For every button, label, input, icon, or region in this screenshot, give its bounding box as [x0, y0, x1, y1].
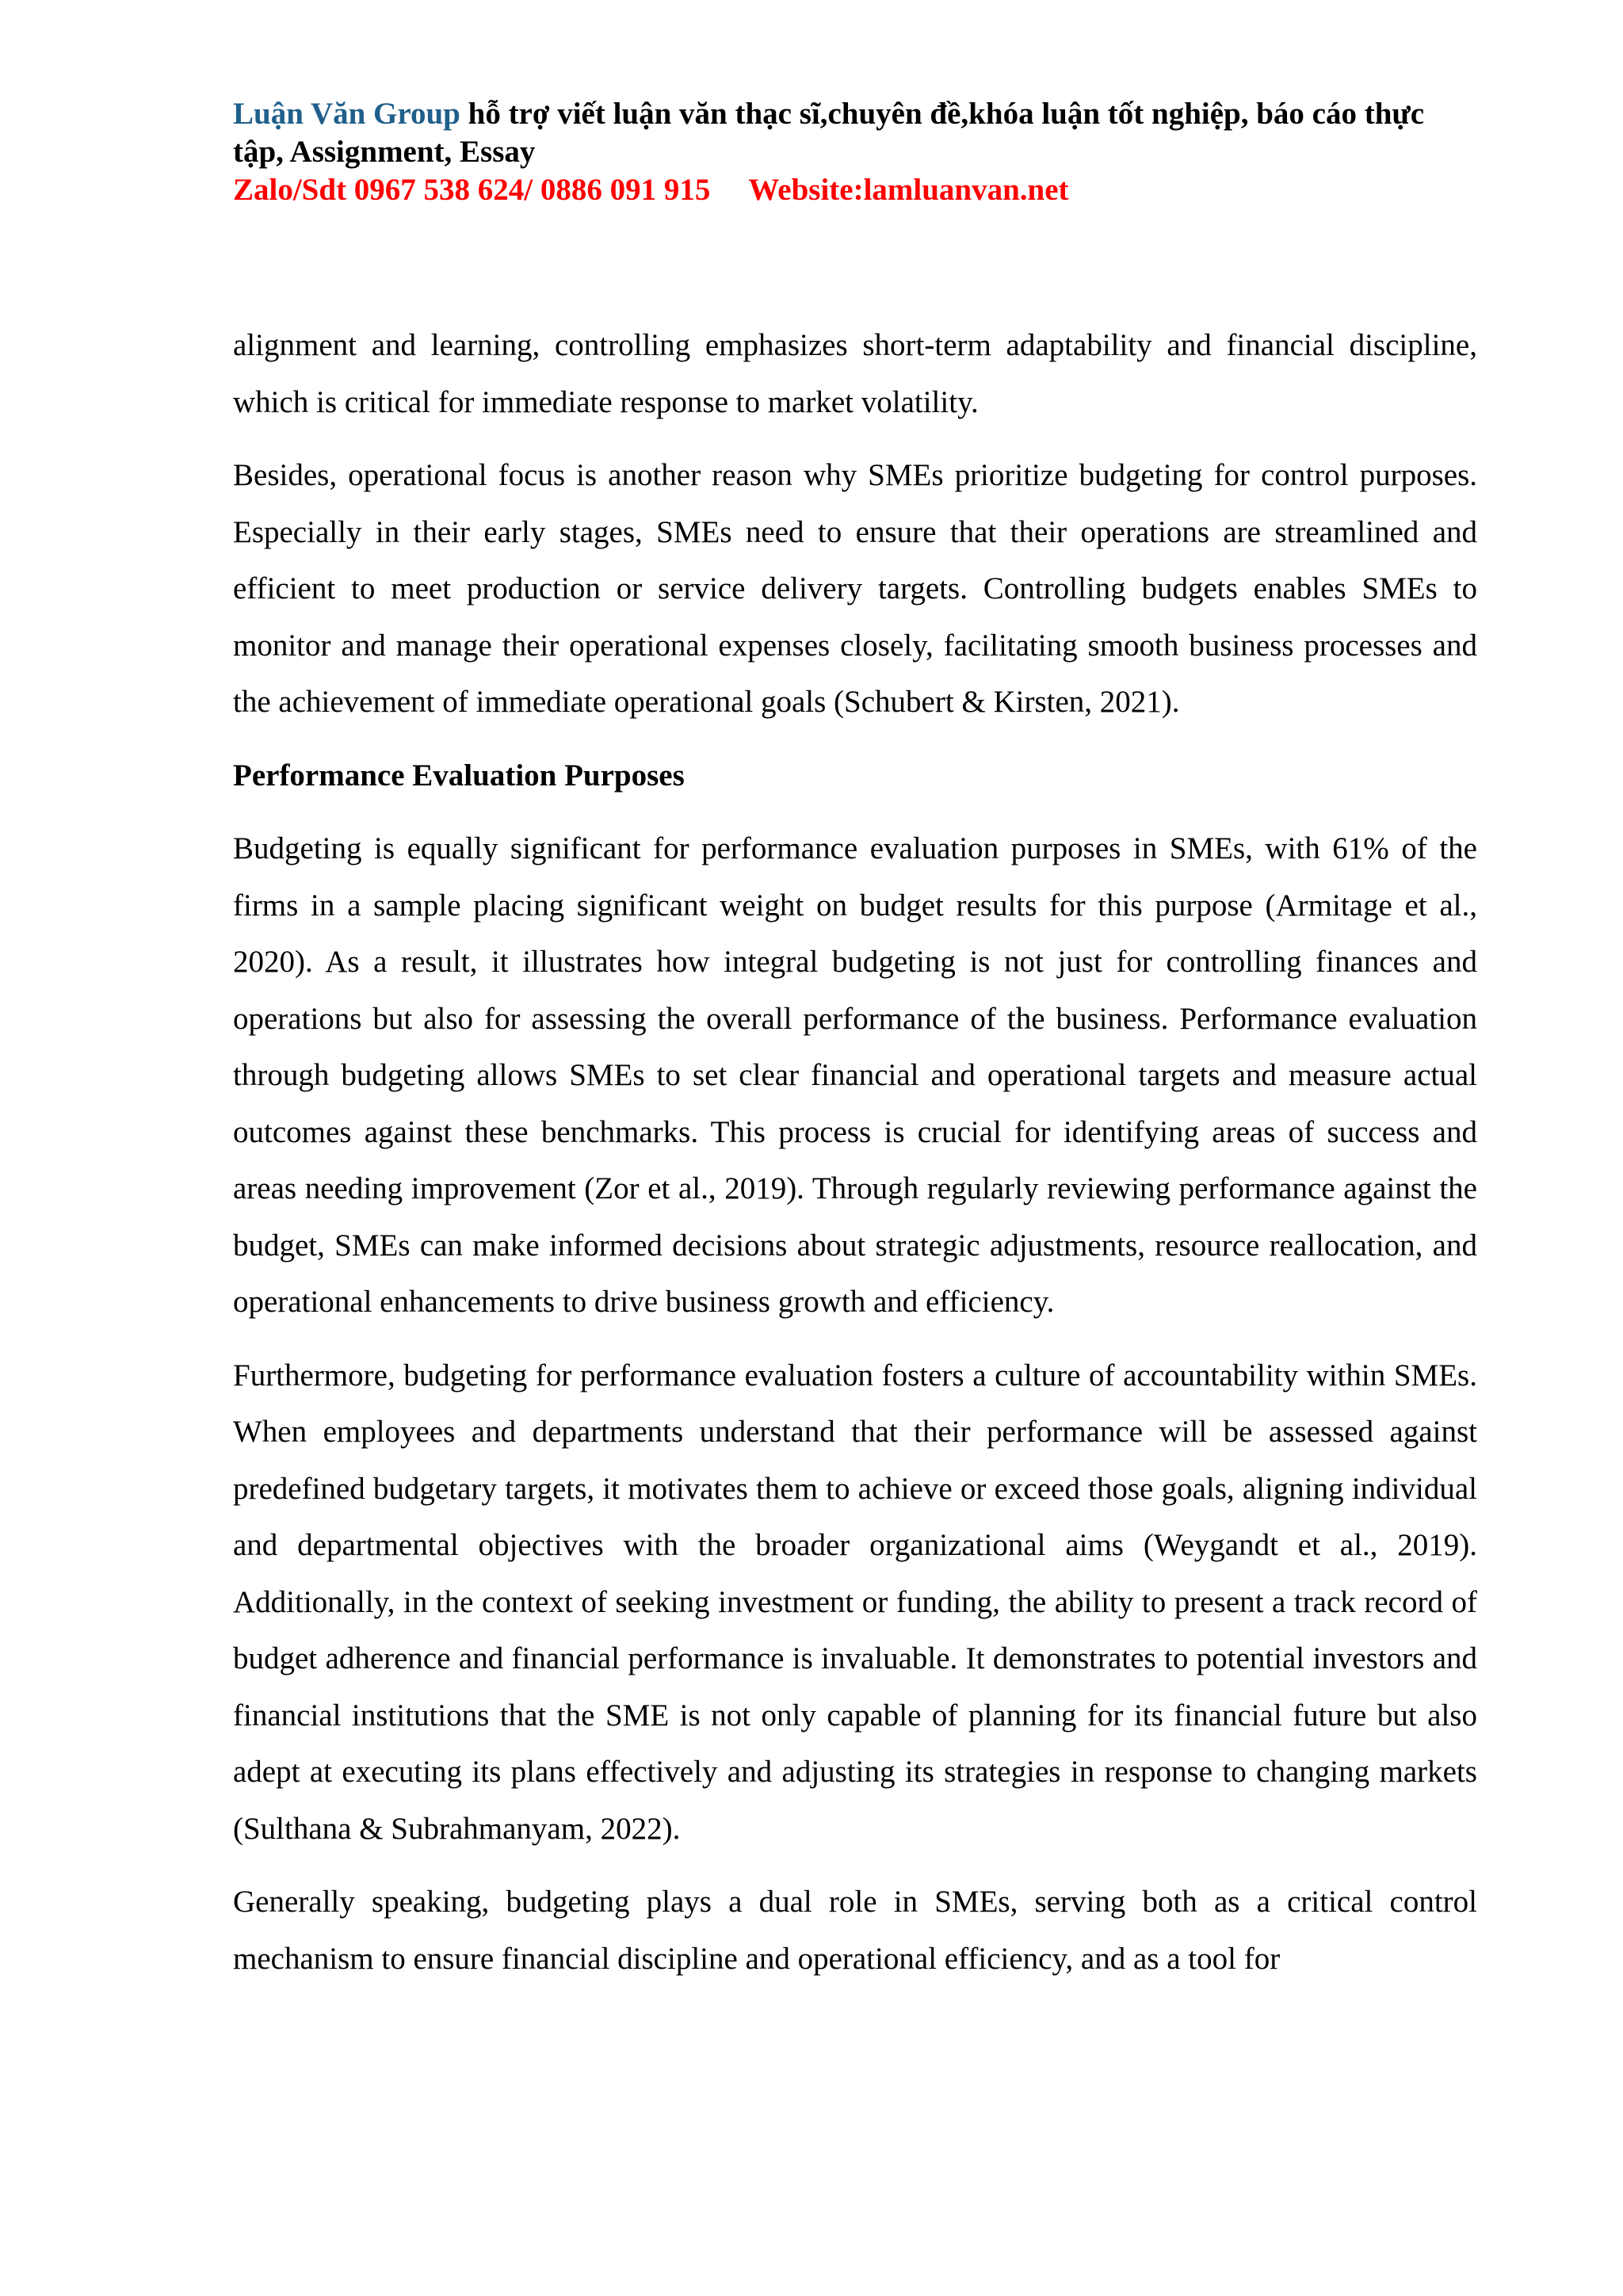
paragraph: alignment and learning, controlling emphasizes short-term adaptability and financial discipline, which is critical for immediate response to market volatility. [233, 328, 1477, 419]
paragraph: Budgeting is equally significant for performance evaluation purposes in SMEs, with 61% of the firms in a sample placing significant weight on budget results for this purpose (Armitage et al., 2020). As a result, it illustrates how integral budgeting is not just for controlling finances and operations but also for assessing the overall performance of the business. Performance evaluation through budgeting allows SMEs to set clear financial and operational targets and measure actual outcomes against these benchmarks. This process is crucial for identifying areas of success and areas needing improvement (Zor et al., 2019). Through regularly reviewing performance against the budget, SMEs can make informed decisions about strategic adjustments, resource reallocation, and operational enhancements to drive business growth and efficiency. [233, 831, 1477, 1319]
section-heading: Performance Evaluation Purposes [233, 758, 685, 793]
paragraph: Generally speaking, budgeting plays a dual role in SMEs, serving both as a critical control mechanism to ensure financial discipline and operational efficiency, and as a tool for [233, 1885, 1477, 1976]
header-contact: Zalo/Sdt 0967 538 624/ 0886 091 915 Website:lamluanvan.net [233, 173, 1069, 207]
paragraph: Furthermore, budgeting for performance evaluation fosters a culture of accountability within SMEs. When employees and departments understand that their performance will be assessed against predefined budgetary targets, it motivates them to achieve or exceed those goals, aligning individual and departmental objectives with the broader organizational aims (Weygandt et al., 2019). Additionally, in the context of seeking investment or funding, the ability to present a track record of budget adherence and financial performance is invaluable. It demonstrates to potential investors and financial institutions that the SME is not only capable of planning for its financial future but also adept at executing its plans effectively and adjusting its strategies in response to changing markets (Sulthana & Subrahmanyam, 2022). [233, 1358, 1477, 1846]
page-header [233, 95, 1477, 209]
header-tagline: hỗ trợ viết luận văn thạc sĩ,chuyên đề,khóa luận tốt nghiệp, báo cáo thực tập, Assignment, Essay [233, 97, 1425, 169]
header-title-line [233, 95, 1477, 171]
document-body [233, 317, 1477, 2004]
paragraph: Besides, operational focus is another reason why SMEs prioritize budgeting for control purposes. Especially in their early stages, SMEs need to ensure that their operations are streamlined and efficient to meet production or service delivery targets. Controlling budgets enables SMEs to monitor and manage their operational expenses closely, facilitating smooth business processes and the achievement of immediate operational goals (Schubert & Kirsten, 2021). [233, 458, 1477, 719]
brand-name: Luận Văn Group [233, 97, 460, 131]
